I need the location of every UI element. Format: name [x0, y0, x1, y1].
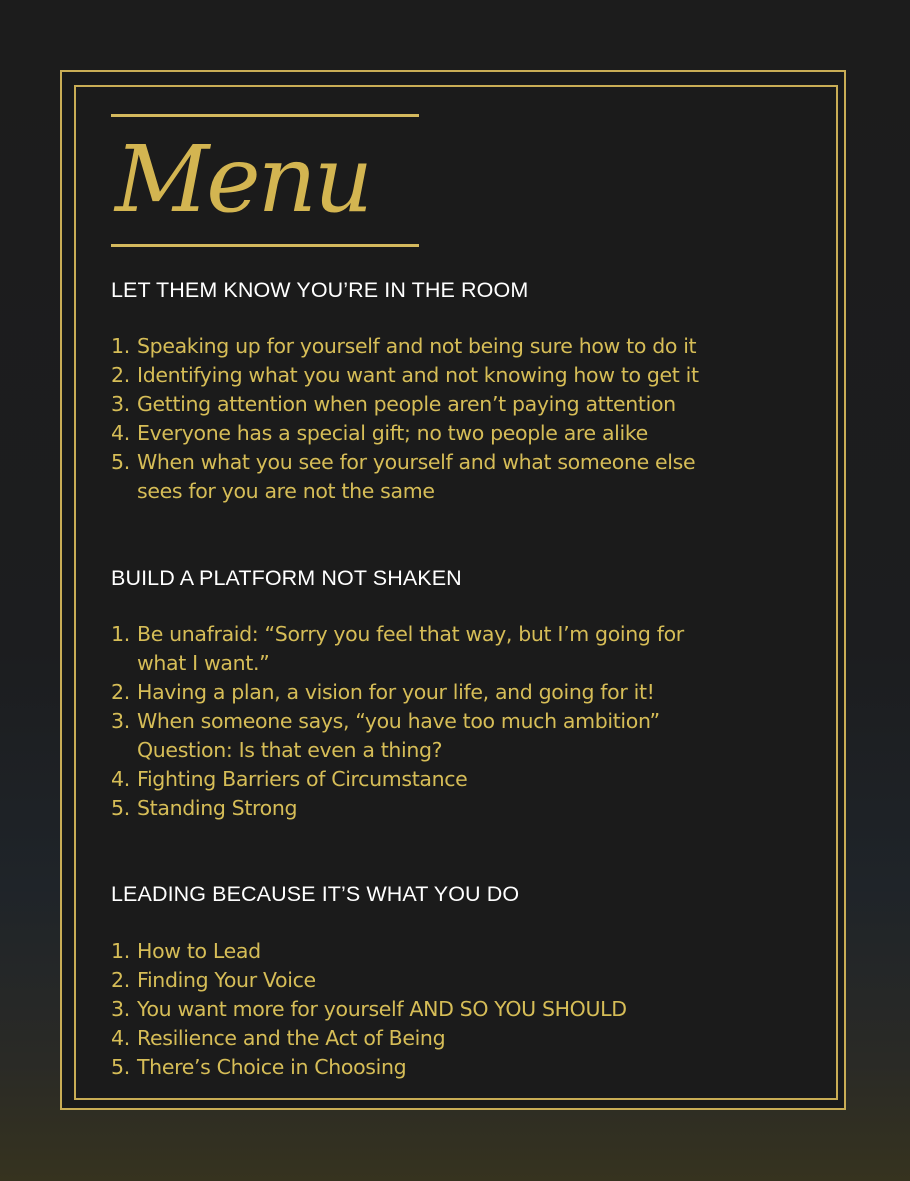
item-text-continued: sees for you are not the same	[137, 479, 435, 503]
item-number: 5.	[111, 450, 130, 474]
title-bottom-rule	[111, 244, 419, 247]
item-text: Having a plan, a vision for your life, and going for it!	[137, 680, 655, 704]
item-number: 3.	[111, 997, 130, 1021]
section-item-list	[111, 937, 811, 1082]
list-item	[111, 332, 811, 361]
item-text-continued: what I want.”	[137, 651, 270, 675]
list-item	[111, 448, 811, 506]
item-text: Be unafraid: “Sorry you feel that way, but I’m going for	[137, 622, 684, 646]
item-text: Resilience and the Act of Being	[137, 1026, 446, 1050]
list-item	[111, 390, 811, 419]
item-text: Standing Strong	[137, 796, 298, 820]
item-text: You want more for yourself AND SO YOU SHOULD	[137, 997, 627, 1021]
item-text: Getting attention when people aren’t paying attention	[137, 392, 676, 416]
item-text: Fighting Barriers of Circumstance	[137, 767, 468, 791]
item-text: How to Lead	[137, 939, 261, 963]
menu-section-2	[111, 564, 811, 820]
list-item	[111, 419, 811, 448]
menu-section-1	[111, 276, 811, 503]
section-item-list	[111, 332, 811, 506]
item-text-continued: Question: Is that even a thing?	[137, 738, 443, 762]
item-text: Speaking up for yourself and not being sure how to do it	[137, 334, 697, 358]
list-item	[111, 620, 811, 678]
list-item	[111, 361, 811, 390]
menu-section-3	[111, 880, 811, 1079]
item-number: 1.	[111, 622, 130, 646]
item-number: 5.	[111, 1055, 130, 1079]
item-number: 2.	[111, 968, 130, 992]
section-heading: BUILD A PLATFORM NOT SHAKEN	[111, 566, 462, 590]
item-text: There’s Choice in Choosing	[137, 1055, 407, 1079]
item-text: When someone says, “you have too much ambition”	[137, 709, 660, 733]
menu-title: Menu	[115, 126, 371, 233]
title-top-rule	[111, 114, 419, 117]
item-number: 5.	[111, 796, 130, 820]
list-item	[111, 1053, 811, 1082]
menu-title-block	[111, 114, 419, 248]
section-heading: LET THEM KNOW YOU’RE IN THE ROOM	[111, 278, 529, 302]
item-number: 4.	[111, 1026, 130, 1050]
list-item	[111, 995, 811, 1024]
item-number: 3.	[111, 709, 130, 733]
item-number: 2.	[111, 363, 130, 387]
item-number: 4.	[111, 421, 130, 445]
list-item	[111, 765, 811, 794]
list-item	[111, 794, 811, 823]
list-item	[111, 937, 811, 966]
list-item	[111, 966, 811, 995]
item-text: Everyone has a special gift; no two people are alike	[137, 421, 648, 445]
item-number: 2.	[111, 680, 130, 704]
list-item	[111, 707, 811, 765]
item-text: Finding Your Voice	[137, 968, 316, 992]
item-number: 1.	[111, 939, 130, 963]
item-text: When what you see for yourself and what someone else	[137, 450, 696, 474]
list-item	[111, 678, 811, 707]
item-number: 1.	[111, 334, 130, 358]
item-number: 3.	[111, 392, 130, 416]
item-number: 4.	[111, 767, 130, 791]
item-text: Identifying what you want and not knowing how to get it	[137, 363, 699, 387]
section-heading: LEADING BECAUSE IT’S WHAT YOU DO	[111, 882, 520, 906]
list-item	[111, 1024, 811, 1053]
section-item-list	[111, 620, 811, 823]
